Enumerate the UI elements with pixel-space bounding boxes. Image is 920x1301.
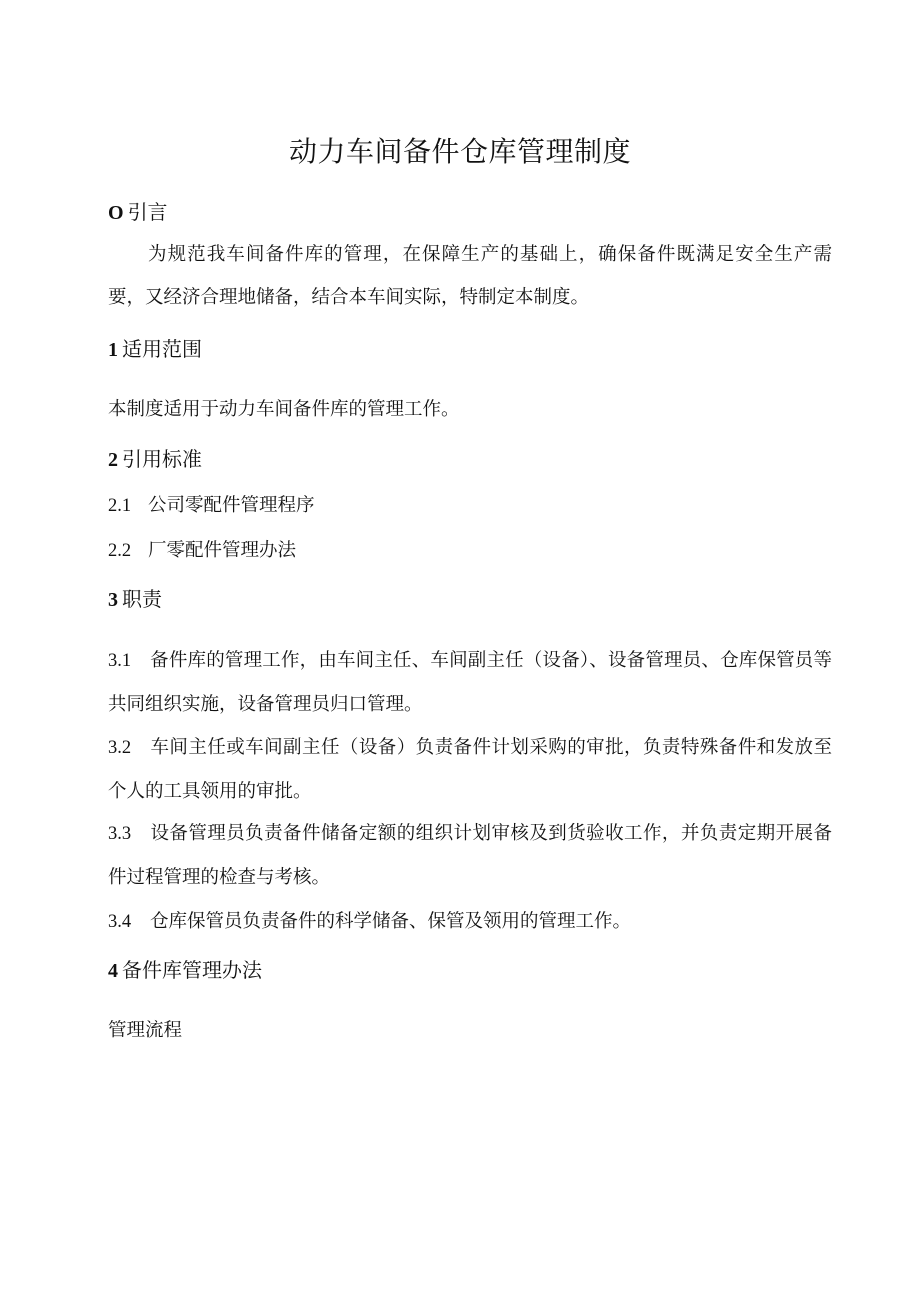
item-number: 2.1 [108,496,132,516]
section-title: 引言 [127,200,168,224]
document-title: 动力车间备件仓库管理制度 [288,135,631,168]
reference-item [108,536,296,566]
item-text: 备件库的管理工作，由车间主任、车间副主任（设备）、设备管理员、仓库保管员等共同组织实施，设备管理员归口管理。 [108,650,832,715]
reference-item [108,491,315,521]
item-number: 3.3 [108,824,132,844]
intro-paragraph: 为规范我车间备件库的管理，在保障生产的基础上，确保备件既满足安全生产需要，又经济合理地储备，结合本车间实际，特制定本制度。 [108,244,832,308]
section-heading-intro [108,197,168,228]
section-heading-scope [108,334,202,365]
item-text: 车间主任或车间副主任（设备）负责备件计划采购的审批，负责特殊备件和发放至个人的工具领用的审批。 [108,737,832,802]
item-text: 设备管理员负责备件储备定额的组织计划审核及到货验收工作，并负责定期开展备件过程管理的检查与考核。 [108,823,832,888]
responsibility-item [108,907,631,937]
section-title: 备件库管理办法 [122,958,262,982]
section-number: 3 [108,589,118,611]
item-number: 2.2 [108,541,132,561]
section-number: 4 [108,960,118,982]
section-number: 2 [108,449,118,471]
section-number: O [108,202,124,224]
responsibility-item [108,812,832,899]
item-text: 厂零配件管理办法 [148,540,297,561]
section-heading-management [108,955,262,986]
item-number: 3.2 [108,738,132,758]
responsibility-item [108,639,832,726]
section-title: 引用标准 [122,447,202,471]
item-number: 3.4 [108,912,132,932]
section-heading-responsibilities [108,584,162,615]
section-heading-references [108,444,202,475]
section-title: 职责 [122,587,162,611]
management-flow-label: 管理流程 [108,1020,183,1041]
section-number: 1 [108,339,118,361]
item-text: 仓库保管员负责备件的科学储备、保管及领用的管理工作。 [150,911,632,932]
item-number: 3.1 [108,651,132,671]
scope-paragraph: 本制度适用于动力车间备件库的管理工作。 [108,399,460,420]
item-text: 公司零配件管理程序 [148,495,315,516]
responsibility-item [108,726,832,813]
section-title: 适用范围 [122,337,202,361]
